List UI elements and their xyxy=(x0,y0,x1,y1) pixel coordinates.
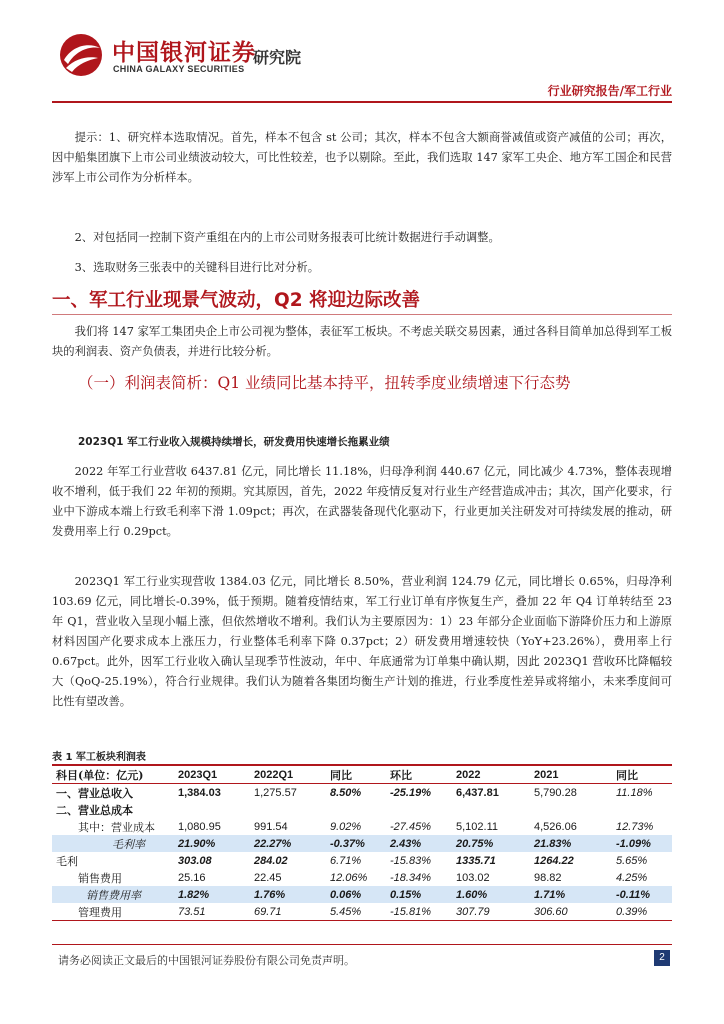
table-cell: 69.71 xyxy=(250,903,326,921)
table-caption: 表 1 军工板块利润表 xyxy=(52,752,146,763)
column-header: 2022 xyxy=(452,765,530,784)
table-cell: 306.60 xyxy=(530,903,612,921)
logo-english-name: CHINA GALAXY SECURITIES xyxy=(113,64,245,74)
body-paragraph-2: 2023Q1 军工行业实现营收 1384.03 亿元，同比增长 8.50%，营业利润 124.79 亿元，同比增长 0.65%，归母净利 103.69 亿元，同比增长-0.39%，低于预期。随着疫情结束，军工行业订单有序恢复生产，叠加 22 年 Q4 订单转结至 23 年 Q1，营业收入呈现小幅上涨，但依然增收不增利。我们认为主要原因为：1）23 年部分企业面临下游降价压力和上游原材料因国产化要求成本上涨压力，行业整体毛利率下降 0.37pct；2）研发费用增速较快（YoY+23.26%），费用率上行 0.67pct。此外，因军工行业收入确认呈现季节性波动，年中、年底通常为订单集中确认期，因此 2023Q1 营收环比降幅较大（QoQ-25.19%），符合行业规律。我们认为随着各集团均衡生产计划的推进，行业季度性差异或将缩小，未来季度间可比性有望改善。 xyxy=(52,575,672,708)
table-cell: 0.06% xyxy=(326,886,386,903)
table-cell: -15.81% xyxy=(386,903,452,921)
header-divider xyxy=(52,101,672,103)
subsection-heading: （一）利润表简析：Q1 业绩同比基本持平，扭转季度业绩增速下行态势 xyxy=(78,374,571,392)
column-header: 同比 xyxy=(612,765,672,784)
report-category: 行业研究报告/军工行业 xyxy=(547,84,672,98)
table-cell: 307.79 xyxy=(452,903,530,921)
table-cell: 1,275.57 xyxy=(254,786,297,799)
table-cell: 25.16 xyxy=(178,871,206,884)
table-cell: 21.90% xyxy=(174,835,250,852)
table-cell: 1.82% xyxy=(174,886,250,903)
section-heading-rule xyxy=(52,314,672,315)
table-cell: 5,790.28 xyxy=(534,786,577,799)
table-cell: 6.71% xyxy=(330,854,362,867)
table-cell xyxy=(452,801,530,818)
table-cell: 毛利 xyxy=(56,854,78,868)
table-cell: 12.73% xyxy=(616,820,654,833)
table-cell: 5.65% xyxy=(616,854,648,867)
note-paragraph-2: 2、对包括同一控制下资产重组在内的上市公司财务报表可比统计数据进行手动调整。 xyxy=(74,231,500,244)
table-cell: -1.09% xyxy=(612,835,672,852)
table-cell: 11.18% xyxy=(616,786,653,799)
note-paragraph-3: 3、选取财务三张表中的关键科目进行比对分析。 xyxy=(74,261,320,274)
table-row xyxy=(52,869,672,886)
table-row xyxy=(52,801,672,818)
table-cell: 1335.71 xyxy=(456,854,496,867)
note-paragraph-1: 提示：1、研究样本选取情况。首先，样本不包含 st 公司；其次，样本不包含大额商誉减值或资产减值的公司；再次，因中船集团旗下上市公司业绩波动较大，可比性较差，也予以剔除。至此，我们选取 147 家军工央企、地方军工国企和民营涉军上市公司作为分析样本。 xyxy=(52,131,672,184)
table-cell: 284.02 xyxy=(254,854,288,867)
income-statement-table xyxy=(52,764,672,921)
table-cell: 21.83% xyxy=(530,835,612,852)
table-cell: 9.02% xyxy=(330,820,362,833)
table-cell: -0.11% xyxy=(612,886,672,903)
body-paragraph-1: 2022 年军工行业营收 6437.81 亿元，同比增长 11.18%，归母净利润 440.67 亿元，同比减少 4.73%，整体表现增收不增利，低于我们 22 年初的预期。究其原因，首先，2022 年疫情反复对行业生产经营造成冲击；其次，国产化要求，行业中下游成本端上行致毛利率下滑 1.09pct；再次，在武器装备现代化驱动下，行业更加关注研发对可持续发展的推动，研发费用率上行 0.29pct。 xyxy=(52,465,672,538)
table-cell: 管理费用 xyxy=(52,903,174,921)
column-header: 同比 xyxy=(326,765,386,784)
table-cell: 73.51 xyxy=(174,903,250,921)
table-cell: 毛利率 xyxy=(52,835,174,852)
table-cell: 二、营业总成本 xyxy=(56,803,133,817)
table-cell xyxy=(530,801,612,818)
table-row xyxy=(52,903,672,921)
section-heading: 一、军工行业现景气波动，Q2 将迎边际改善 xyxy=(52,290,421,311)
table-cell xyxy=(326,801,386,818)
column-header: 2023Q1 xyxy=(174,765,250,784)
table-cell: 1,080.95 xyxy=(178,820,221,833)
table-cell: 0.39% xyxy=(612,903,672,921)
table-cell: 1.71% xyxy=(530,886,612,903)
table-row xyxy=(52,784,672,802)
table-cell: 4,526.06 xyxy=(534,820,577,833)
table-cell: 8.50% xyxy=(330,786,362,799)
table-cell: 12.06% xyxy=(330,871,368,884)
table-cell: 销售费用 xyxy=(78,871,122,885)
table-cell: 103.02 xyxy=(456,871,490,884)
table-cell: 其中：营业成本 xyxy=(78,820,155,834)
table-row xyxy=(52,835,672,852)
table-cell: 5.45% xyxy=(326,903,386,921)
institute-label: 研究院 xyxy=(253,48,302,67)
table-cell: 销售费用率 xyxy=(52,886,174,903)
table-cell xyxy=(386,801,452,818)
table-cell: 22.45 xyxy=(254,871,282,884)
subsection-subtitle: 2023Q1 军工行业收入规模持续增长，研发费用快速增长拖累业绩 xyxy=(78,436,390,448)
table-cell: 0.15% xyxy=(386,886,452,903)
footer-divider xyxy=(52,944,672,945)
footer-disclaimer: 请务必阅读正文最后的中国银河证券股份有限公司免责声明。 xyxy=(58,954,355,967)
column-header: 2021 xyxy=(530,765,612,784)
table-cell: 一、营业总收入 xyxy=(56,786,133,800)
table-cell: 1.60% xyxy=(452,886,530,903)
table-cell: 1264.22 xyxy=(534,854,574,867)
table-cell: -25.19% xyxy=(390,786,431,799)
table-cell: 5,102.11 xyxy=(456,820,499,833)
table-cell: 303.08 xyxy=(178,854,212,867)
table-cell xyxy=(250,801,326,818)
table-cell xyxy=(612,801,672,818)
table-cell: 991.54 xyxy=(254,820,288,833)
page-number: 2 xyxy=(654,950,670,966)
table-cell: 1.76% xyxy=(250,886,326,903)
table-cell: 4.25% xyxy=(616,871,648,884)
table-cell: 22.27% xyxy=(250,835,326,852)
table-cell: -27.45% xyxy=(390,820,431,833)
table-header-row xyxy=(52,765,672,784)
section-intro-paragraph: 我们将 147 家军工集团央企上市公司视为整体，表征军工板块。不考虑关联交易因素，通过各科目简单加总得到军工板块的利润表、资产负债表，并进行比较分析。 xyxy=(52,325,672,358)
table-cell: -18.34% xyxy=(390,871,431,884)
table-cell: 6,437.81 xyxy=(456,786,499,799)
table-cell: -0.37% xyxy=(326,835,386,852)
table-cell: -15.83% xyxy=(390,854,431,867)
column-header: 环比 xyxy=(386,765,452,784)
column-header: 科目(单位：亿元) xyxy=(52,765,174,784)
table-cell: 20.75% xyxy=(452,835,530,852)
logo-chinese-name: 中国银河证券 xyxy=(112,40,256,66)
table-cell: 1,384.03 xyxy=(178,786,221,799)
table-cell: 98.82 xyxy=(534,871,562,884)
table-row xyxy=(52,852,672,869)
galaxy-logo-icon xyxy=(58,32,104,78)
table-row xyxy=(52,886,672,903)
column-header: 2022Q1 xyxy=(250,765,326,784)
table-cell: 2.43% xyxy=(386,835,452,852)
table-row xyxy=(52,818,672,835)
table-cell xyxy=(174,801,250,818)
